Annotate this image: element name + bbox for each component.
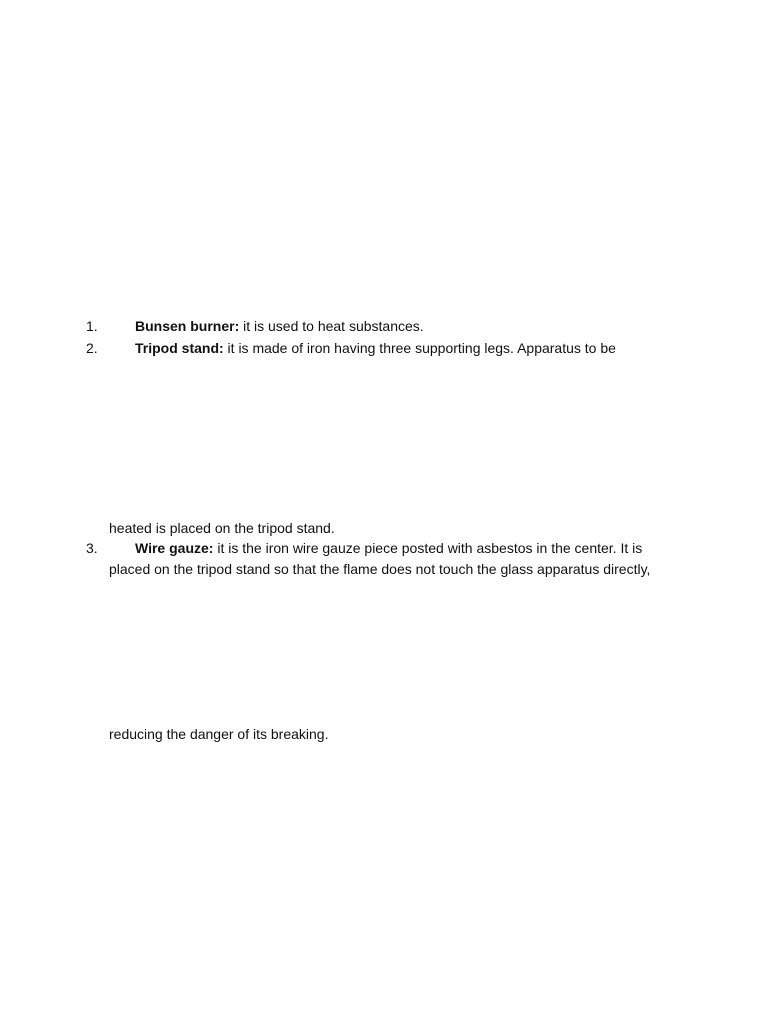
list-item-continuation: placed on the tripod stand so that the flame does not touch the glass apparatus directly,: [109, 561, 651, 577]
list-item-text: it is the iron wire gauze piece posted with asbestos in the center. It is: [213, 540, 643, 556]
list-item-number: 3.: [86, 540, 98, 556]
list-item-continuation: heated is placed on the tripod stand.: [109, 520, 335, 536]
list-item: [135, 316, 424, 336]
list-item: [135, 338, 616, 358]
list-item-term: Bunsen burner:: [135, 318, 240, 334]
list-item-term: Tripod stand:: [135, 340, 224, 356]
list-item-term: Wire gauze:: [135, 540, 214, 556]
list-item-number: 1.: [86, 318, 98, 334]
list-item-text: it is made of iron having three supporting legs. Apparatus to be: [223, 340, 616, 356]
list-item: [135, 538, 642, 558]
list-item-text: it is used to heat substances.: [239, 318, 424, 334]
list-item-number: 2.: [86, 340, 98, 356]
list-item-continuation: reducing the danger of its breaking.: [109, 726, 329, 742]
